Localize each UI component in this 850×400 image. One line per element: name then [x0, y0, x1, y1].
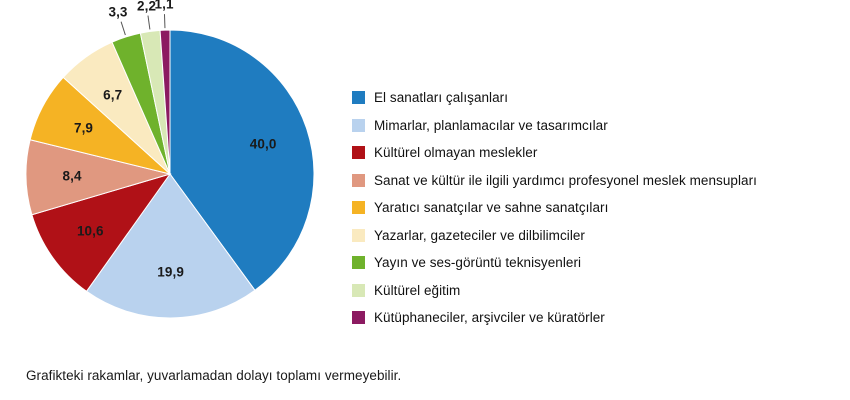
- pie-slice-label: 8,4: [62, 168, 82, 184]
- legend-item[interactable]: [352, 139, 822, 167]
- legend-item-label: Yazarlar, gazeteciler ve dilbilimciler: [374, 227, 585, 243]
- legend-item-label: Yaratıcı sanatçılar ve sahne sanatçıları: [374, 200, 609, 216]
- legend-color-swatch: [352, 146, 365, 159]
- pie-slice-label: 7,9: [73, 120, 94, 136]
- legend-item[interactable]: [352, 277, 822, 305]
- legend-color-swatch: [352, 201, 365, 214]
- legend-item[interactable]: [352, 167, 822, 195]
- legend-color-swatch: [352, 91, 365, 104]
- pie-slice-label: 3,3: [108, 4, 128, 20]
- legend-color-swatch: [352, 174, 365, 187]
- legend-item[interactable]: [352, 222, 822, 250]
- legend-item[interactable]: [352, 112, 822, 140]
- legend-item-label: Kültürel eğitim: [374, 282, 461, 298]
- pie-area: [18, 0, 348, 344]
- legend-item-label: Kültürel olmayan meslekler: [374, 145, 538, 161]
- chart-footnote: Grafikteki rakamlar, yuvarlamadan dolayı toplamı vermeyebilir.: [26, 368, 402, 383]
- legend-color-swatch: [352, 284, 365, 297]
- legend-item-label: Sanat ve kültür ile ilgili yardımcı profesyonel meslek mensupları: [374, 172, 757, 188]
- legend-color-swatch: [352, 229, 365, 242]
- pie-slice-label: 2,2: [137, 0, 157, 14]
- legend-color-swatch: [352, 256, 365, 269]
- pie-label-leader: [148, 16, 150, 30]
- legend-color-swatch: [352, 311, 365, 324]
- legend-item-label: Mimarlar, planlamacılar ve tasarımcılar: [374, 117, 608, 133]
- legend-item[interactable]: [352, 304, 822, 332]
- pie-slice-label: 1,1: [154, 0, 174, 12]
- legend-item[interactable]: [352, 84, 822, 112]
- pie-slice-label: 10,6: [76, 223, 104, 239]
- pie-label-leader: [121, 22, 125, 35]
- legend-item[interactable]: [352, 194, 822, 222]
- legend-color-swatch: [352, 119, 365, 132]
- legend-item-label: El sanatları çalışanları: [374, 90, 509, 106]
- legend-item-label: Yayın ve ses-görüntü teknisyenleri: [374, 255, 582, 271]
- pie-slice-label: 40,0: [249, 136, 277, 152]
- pie-slice-label: 19,9: [157, 264, 184, 280]
- pie-slice-label: 6,7: [103, 87, 123, 103]
- chart-legend: [352, 84, 822, 332]
- legend-item-label: Kütüphaneciler, arşivciler ve küratörler: [374, 310, 605, 326]
- legend-item[interactable]: [352, 249, 822, 277]
